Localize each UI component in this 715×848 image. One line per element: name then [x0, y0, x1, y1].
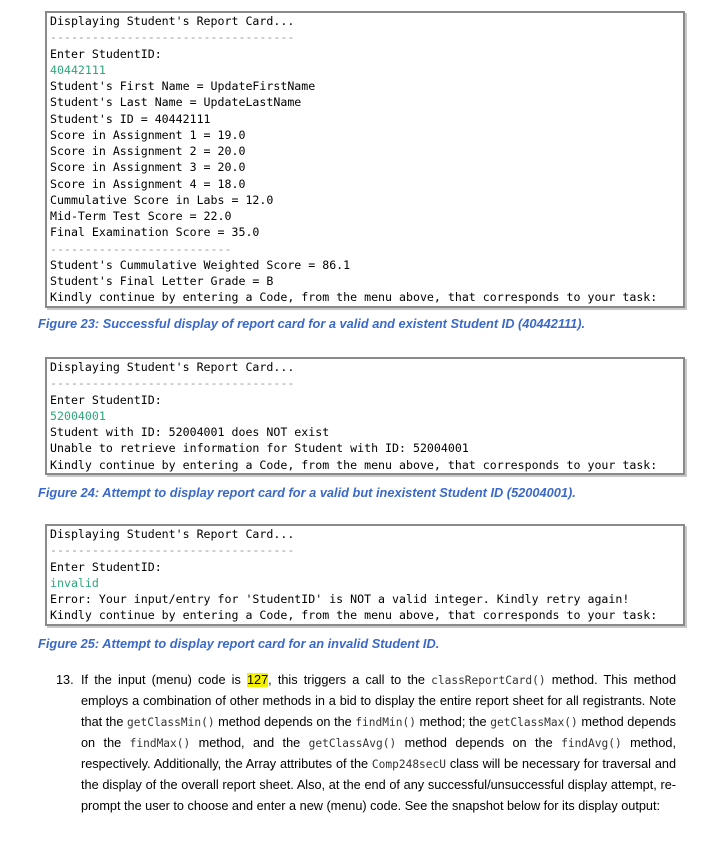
console-line: Enter StudentID:: [50, 559, 162, 574]
list-item-number: 13.: [56, 673, 74, 687]
code-get-class-avg: getClassAvg(): [308, 736, 397, 750]
console-line: Displaying Student's Report Card...: [50, 14, 295, 28]
figure25-caption: Figure 25: Attempt to display report card for an invalid Student ID.: [38, 636, 440, 651]
console-line: Kindly continue by entering a Code, from the menu above, that corresponds to your task:: [50, 457, 658, 472]
console-line: Score in Assignment 2 = 20.0: [50, 144, 246, 158]
text-run: method, and the: [190, 735, 309, 750]
console-line: Student with ID: 52004001 does NOT exist: [50, 425, 330, 439]
console-line: 40442111: [50, 62, 106, 77]
text-run: method. This method employs a combination of other methods in a bid to display the entire report sheet for all registrants. Note that the: [81, 673, 677, 729]
console-line: Mid-Term Test Score = 22.0: [50, 209, 232, 223]
console-line: Displaying Student's Report Card...: [50, 360, 295, 374]
list-item-body: [81, 670, 676, 816]
console-line: Student's ID = 40442111: [50, 111, 211, 126]
console-line: 52004001: [50, 408, 106, 423]
console-line: Student's First Name = UpdateFirstName: [50, 79, 316, 93]
console-line: Student's Cummulative Weighted Score = 86.1: [50, 257, 351, 272]
text-run: If the input (menu) code is: [81, 673, 247, 687]
code-get-class-min: getClassMin(): [127, 715, 215, 729]
console-line: Cummulative Score in Labs = 12.0: [50, 192, 274, 207]
text-run: method, respectively. Additionally, the Array attributes of the: [81, 735, 676, 772]
console-line: Final Examination Score = 35.0: [50, 225, 260, 240]
console-line: Kindly continue by entering a Code, from the menu above, that corresponds to your task:: [50, 290, 658, 305]
list-item-13: [56, 670, 676, 816]
code-class-name: Comp248secU: [371, 758, 446, 772]
console-line: Student's Final Letter Grade = B: [50, 274, 274, 288]
console-line: -----------------------------------: [50, 543, 295, 558]
code-class-report-card: classReportCard(): [431, 674, 546, 687]
code-get-class-max: getClassMax(): [490, 715, 578, 729]
console-line: invalid: [50, 575, 99, 590]
console-line: Score in Assignment 3 = 20.0: [50, 160, 246, 175]
console-line: Enter StudentID:: [50, 46, 162, 61]
code-find-avg: findAvg(): [561, 736, 622, 750]
figure23-caption: Figure 23: Successful display of report card for a valid and existent Student ID (40442111).: [38, 316, 586, 331]
console-line: Enter StudentID:: [50, 392, 162, 407]
console-line: --------------------------: [50, 241, 232, 256]
text-run: class will be necessary for traversal and the display of the overall report sheet. Also, at the end of any successful/unsuccessful display attempt, re-prompt the user to choose and enter a new (menu) code. See the snapshot below for its display output:: [81, 757, 676, 813]
text-run: method; the: [415, 714, 491, 729]
text-run: method depends on the: [396, 735, 562, 750]
console-output-figure25: [45, 524, 685, 626]
console-line: Kindly continue by entering a Code, from the menu above, that corresponds to your task:: [50, 608, 658, 623]
console-line: Score in Assignment 4 = 18.0: [50, 176, 246, 191]
console-line: -----------------------------------: [50, 376, 295, 391]
highlighted-menu-code: 127: [246, 673, 269, 687]
console-line: Error: Your input/entry for 'StudentID' is NOT a valid integer. Kindly retry again!: [50, 592, 630, 606]
figure24-caption: Figure 24: Attempt to display report card for a valid but inexistent Student ID (52004001).: [38, 485, 576, 500]
console-output-figure24: [45, 357, 685, 475]
text-run: , this triggers a call to the: [268, 673, 432, 687]
text-run: method depends on the: [81, 714, 676, 750]
console-line: Score in Assignment 1 = 19.0: [50, 127, 246, 142]
code-find-max: findMax(): [129, 736, 191, 750]
console-line: Unable to retrieve information for Student with ID: 52004001: [50, 441, 469, 456]
code-find-min: findMin(): [355, 715, 416, 729]
console-line: -----------------------------------: [50, 30, 295, 45]
console-line: Student's Last Name = UpdateLastName: [50, 95, 302, 110]
text-run: method depends on the: [214, 714, 356, 729]
console-line: Displaying Student's Report Card...: [50, 527, 295, 541]
console-output-figure23: [45, 11, 685, 308]
